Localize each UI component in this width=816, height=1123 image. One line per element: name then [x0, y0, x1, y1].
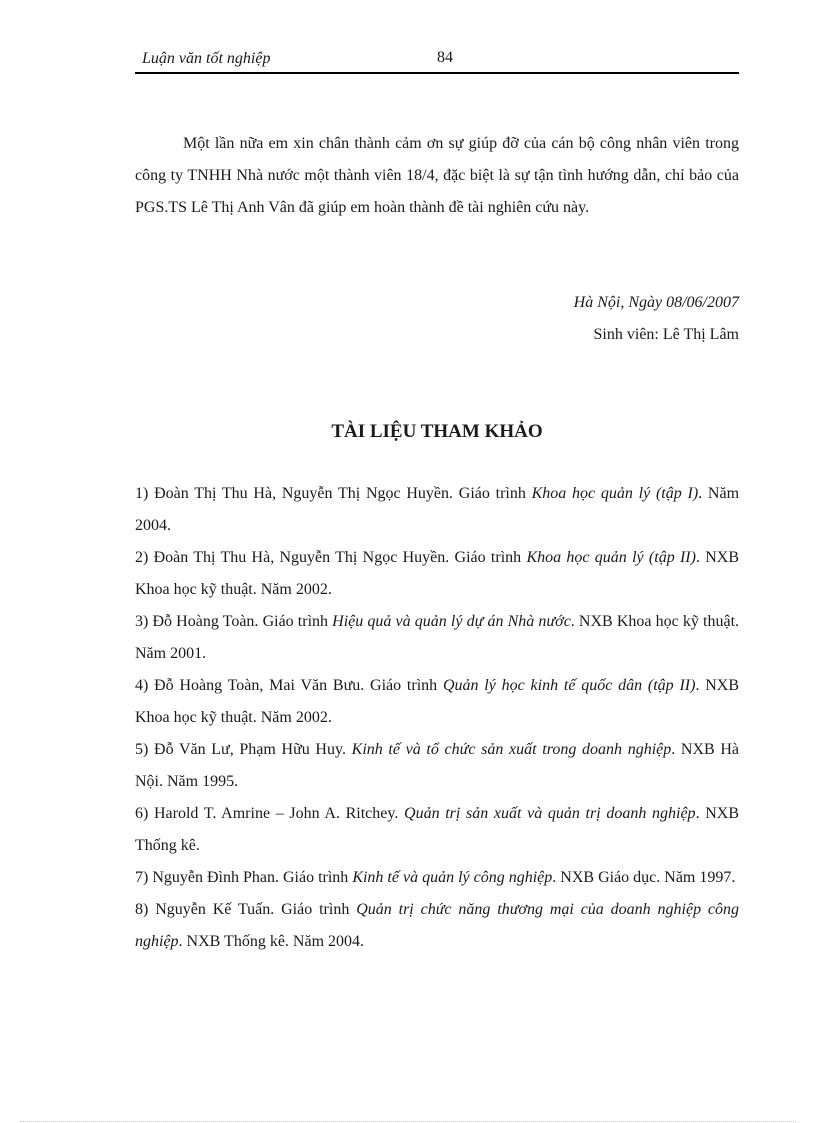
reference-number: 5)	[135, 741, 149, 758]
reference-title: Quản lý học kinh tế quốc dân (tập II)	[442, 677, 696, 694]
references-list	[135, 478, 739, 958]
reference-publisher: . NXB Giáo dục. Năm 1997.	[552, 869, 736, 886]
reference-title: Kinh tế và tổ chức sản xuất trong doanh nghiệp	[351, 741, 672, 758]
reference-number: 2)	[135, 549, 149, 566]
page-bottom-border	[20, 1121, 796, 1122]
reference-number: 1)	[135, 485, 149, 502]
reference-item	[135, 478, 739, 542]
reference-item	[135, 798, 739, 862]
reference-authors: Đỗ Hoàng Toàn, Mai Văn Bưu. Giáo trình	[154, 677, 438, 694]
acknowledgement-paragraph: Một lần nữa em xin chân thành cảm ơn sự giúp đỡ của cán bộ công nhân viên trong công ty TNHH Nhà nước một thành viên 18/4, đặc biệt là sự tận tình hướng dẫn, chỉ bảo của PGS.TS Lê Thị Anh Vân đã giúp em hoàn thành đề tài nghiên cứu này.	[135, 135, 739, 216]
reference-item	[135, 606, 739, 670]
reference-title: Hiệu quả và quản lý dự án Nhà nước	[332, 613, 571, 630]
reference-publisher: . Năm 2004.	[135, 485, 740, 534]
reference-number: 4)	[135, 677, 149, 694]
page-number: 84	[437, 49, 453, 66]
page-header	[135, 48, 739, 74]
references-heading: TÀI LIỆU THAM KHẢO	[331, 421, 543, 442]
reference-publisher: . NXB Khoa học kỹ thuật. Năm 2002.	[135, 677, 740, 726]
reference-title: Quản trị chức năng thương mại của doanh nghiệp công nghiệp	[135, 901, 740, 950]
reference-authors: Đỗ Hoàng Toàn. Giáo trình	[152, 613, 329, 630]
reference-number: 7)	[135, 869, 149, 886]
reference-publisher: . NXB Khoa học kỹ thuật. Năm 2002.	[135, 549, 740, 598]
reference-publisher: . NXB Thống kê. Năm 2004.	[178, 933, 365, 950]
document-title: Luận văn tốt nghiệp	[142, 50, 271, 67]
reference-authors: Đoàn Thị Thu Hà, Nguyễn Thị Ngọc Huyền. Giáo trình	[154, 485, 526, 502]
reference-title: Quản trị sản xuất và quản trị doanh nghiệp	[404, 805, 696, 822]
reference-title: Khoa học quản lý (tập II)	[526, 549, 696, 566]
signature-name: Sinh viên: Lê Thị Lâm	[593, 326, 739, 343]
reference-authors: Nguyễn Đình Phan. Giáo trình	[152, 869, 349, 886]
reference-item	[135, 862, 739, 894]
reference-item	[135, 670, 739, 734]
reference-authors: Harold T. Amrine – John A. Ritchey.	[154, 805, 399, 822]
reference-publisher: . NXB Thống kê.	[135, 805, 740, 854]
reference-number: 6)	[135, 805, 149, 822]
reference-item	[135, 542, 739, 606]
reference-title: Khoa học quản lý (tập I)	[531, 485, 699, 502]
reference-authors: Đỗ Văn Lư, Phạm Hữu Huy.	[154, 741, 346, 758]
reference-number: 3)	[135, 613, 149, 630]
reference-title: Kinh tế và quản lý công nghiệp	[352, 869, 553, 886]
reference-authors: Nguyễn Kế Tuấn. Giáo trình	[155, 901, 350, 918]
reference-item	[135, 734, 739, 798]
reference-number: 8)	[135, 901, 149, 918]
reference-authors: Đoàn Thị Thu Hà, Nguyễn Thị Ngọc Huyền. Giáo trình	[153, 549, 522, 566]
reference-item	[135, 894, 739, 958]
signature-date: Hà Nội, Ngày 08/06/2007	[573, 294, 739, 311]
reference-publisher: . NXB Hà Nội. Năm 1995.	[135, 741, 740, 790]
reference-publisher: . NXB Khoa học kỹ thuật. Năm 2001.	[135, 613, 740, 662]
